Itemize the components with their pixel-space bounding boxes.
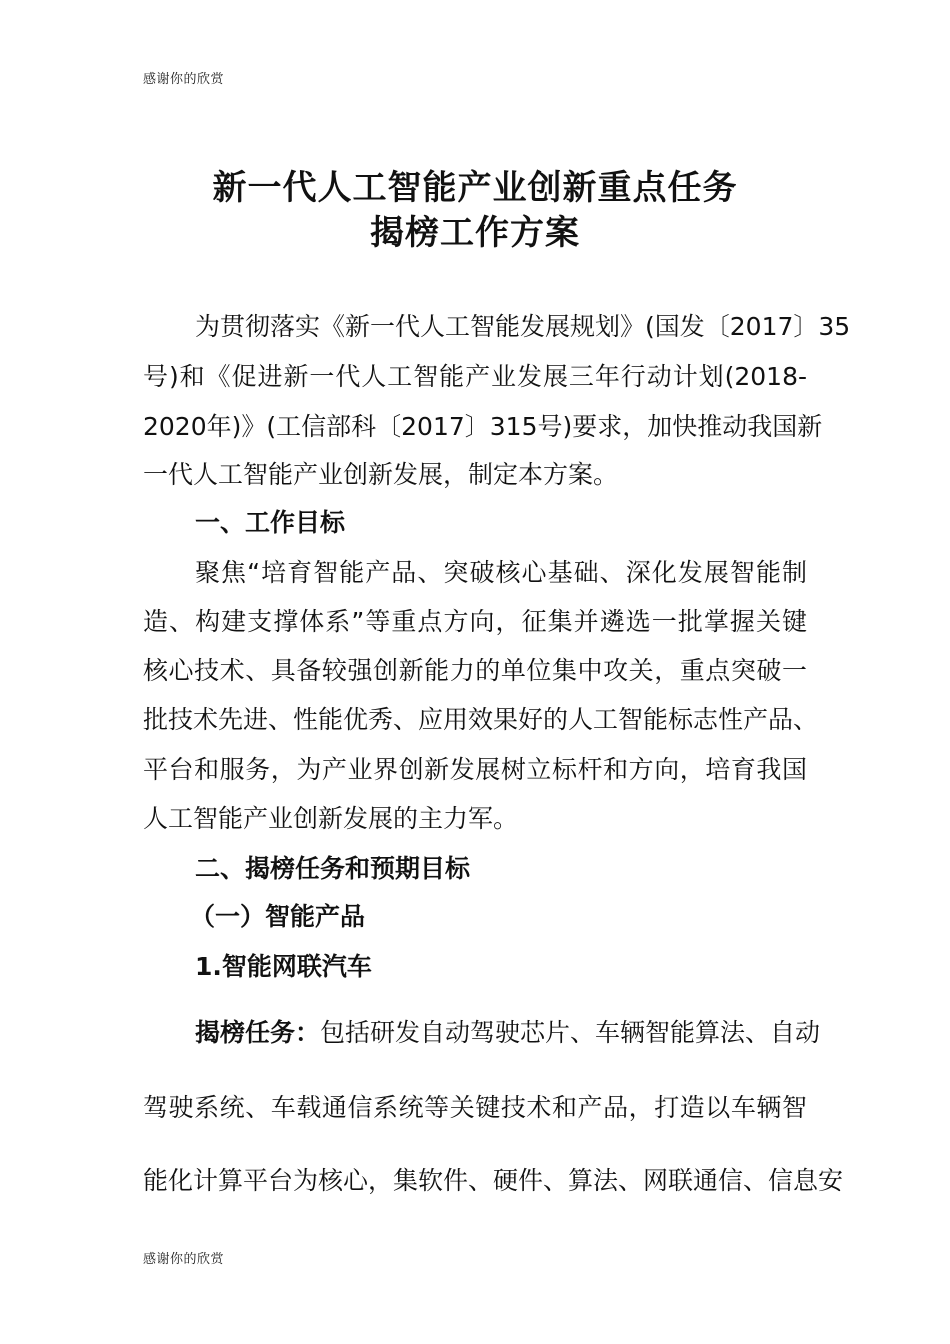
section1-paragraph-line: 聚焦“培育智能产品、突破核心基础、深化发展智能制: [195, 558, 807, 587]
header-note: 感谢你的欣赏: [143, 72, 225, 87]
subsection-heading-smart-products: （一）智能产品: [190, 902, 366, 931]
section-heading-work-goals: 一、工作目标: [195, 508, 346, 537]
document-title-line-2: 揭榜工作方案: [370, 213, 580, 253]
section1-paragraph-line: 人工智能产业创新发展的主力军。: [143, 804, 519, 833]
task-paragraph-line: 能化计算平台为核心，集软件、硬件、算法、网联通信、信息安: [143, 1166, 844, 1195]
task-paragraph-line: 驾驶系统、车载通信系统等关键技术和产品，打造以车辆智: [143, 1093, 807, 1122]
footer-note: 感谢你的欣赏: [143, 1252, 225, 1267]
intro-paragraph-line: 为贯彻落实《新一代人工智能发展规划》(国发〔2017〕35: [195, 312, 851, 341]
intro-paragraph-line: 号)和《促进新一代人工智能产业发展三年行动计划(2018-: [143, 362, 807, 391]
section-heading-tasks-and-goals: 二、揭榜任务和预期目标: [195, 854, 471, 883]
task-text: 包括研发自动驾驶芯片、车辆智能算法、自动: [320, 1018, 821, 1047]
task-paragraph-line: [195, 1018, 821, 1048]
section1-paragraph-line: 核心技术、具备较强创新能力的单位集中攻关，重点突破一: [143, 656, 807, 685]
intro-paragraph-line: 一代人工智能产业创新发展，制定本方案。: [143, 460, 619, 489]
section1-paragraph-line: 平台和服务，为产业界创新发展树立标杆和方向，培育我国: [143, 755, 807, 784]
document-title-line-1: 新一代人工智能产业创新重点任务: [212, 168, 738, 208]
section1-paragraph-line: 造、构建支撑体系”等重点方向，征集并遴选一批掌握关键: [143, 607, 807, 636]
section1-paragraph-line: 批技术先进、性能优秀、应用效果好的人工智能标志性产品、: [143, 705, 819, 734]
task-label: 揭榜任务：: [195, 1018, 321, 1047]
intro-paragraph-line: 2020年)》(工信部科〔2017〕315号)要求，加快推动我国新: [143, 412, 823, 441]
item-heading-connected-vehicles: 1.智能网联汽车: [195, 952, 372, 981]
